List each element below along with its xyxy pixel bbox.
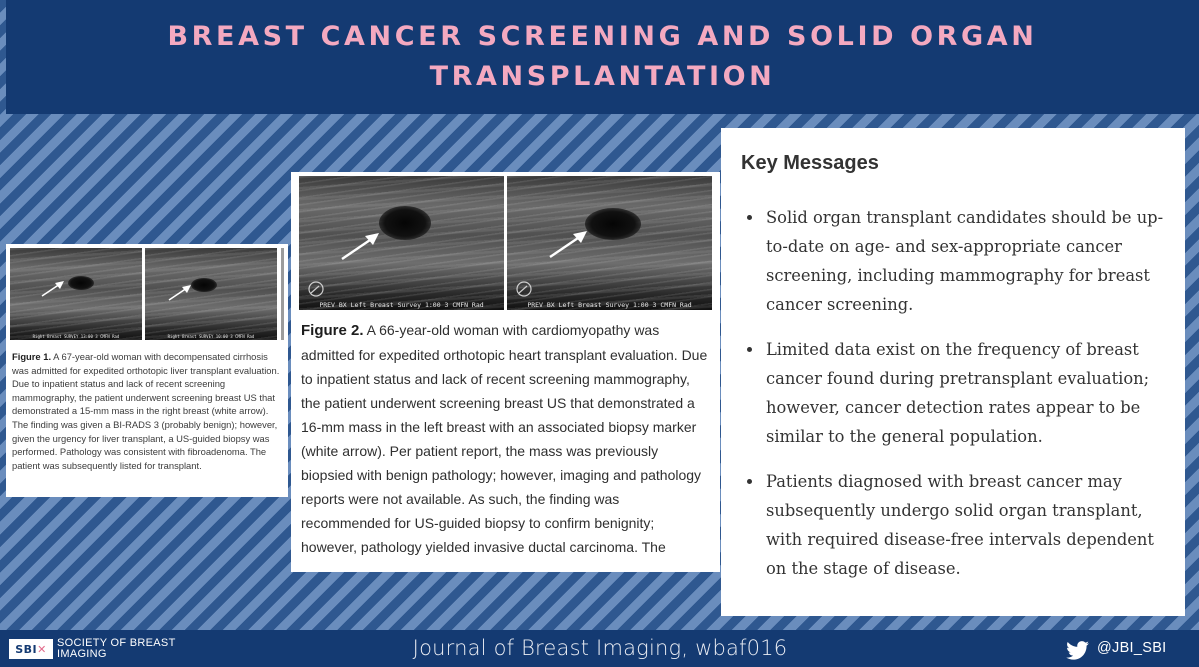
page-title: BREAST CANCER SCREENING AND SOLID ORGAN TRANSPLANTATION bbox=[167, 21, 1038, 92]
figure-1-caption bbox=[12, 350, 282, 472]
body-marker-icon bbox=[515, 280, 533, 298]
figure-2-ultrasound-right bbox=[507, 176, 712, 310]
society-name bbox=[57, 638, 176, 660]
figure-1-images bbox=[10, 248, 284, 340]
figure-2-images bbox=[299, 176, 712, 310]
figure-1-label: Figure 1. bbox=[12, 351, 52, 362]
society-line-1: SOCIETY OF BREAST bbox=[57, 637, 176, 649]
twitter-handle[interactable]: @JBI_SBI bbox=[1097, 640, 1167, 656]
white-arrow-icon bbox=[339, 230, 381, 262]
figure-1-caption-text: A 67-year-old woman with decompensated cirrhosis was admitted for expedited orthotopic liver transplant evaluation. Due to inpatient status and lack of recent screening mammography, the patient underwent screening breast US that demonstrated a 15-mm mass in the right breast (white arrow). The finding was given a BI-RADS 3 (probably benign); however, given the urgency for liver transplant, a US-guided biopsy was performed. Pathology was consistent with fibroadenoma. The patient was subsequently listed for transplant. bbox=[12, 351, 280, 471]
journal-citation: Journal of Breast Imaging, wbaf016 bbox=[412, 636, 788, 660]
key-messages-box bbox=[721, 128, 1185, 616]
figure-1-ultrasound-right bbox=[145, 248, 277, 340]
header-banner bbox=[6, 0, 1199, 114]
figure-1-image-caption-left: Right Breast SURVEY 13:00 3 CMFN Rad bbox=[32, 334, 120, 339]
figure-1-image-caption-right: Right Breast SURVEY 10:00 3 CMFN Rad bbox=[167, 334, 255, 339]
white-arrow-icon bbox=[167, 284, 193, 302]
figure-1-scrollbar[interactable] bbox=[281, 248, 284, 340]
white-arrow-icon bbox=[547, 228, 589, 260]
key-message-item: • Limited data exist on the frequency of breast cancer found during pretransplant evaluation; however, cancer detection rates appear to be similar to the general population. bbox=[764, 335, 1165, 451]
sbi-logo bbox=[9, 639, 53, 659]
figure-2-ultrasound-left bbox=[299, 176, 504, 310]
figure-2-label: Figure 2. bbox=[301, 322, 364, 339]
key-messages-list bbox=[741, 203, 1165, 583]
body-marker-icon bbox=[307, 280, 325, 298]
key-messages-heading: Key Messages bbox=[741, 152, 879, 174]
twitter-bird-icon[interactable] bbox=[1066, 641, 1090, 660]
figure-2-card bbox=[291, 172, 720, 572]
figure-2-image-caption-right: PREV BX Left Breast Survey 1:00 3 CMFN Rad bbox=[527, 301, 692, 309]
figure-2-caption bbox=[301, 318, 710, 559]
sbi-logo-text: SBI bbox=[15, 642, 38, 656]
figure-1-card bbox=[6, 244, 288, 497]
key-message-item: • Patients diagnosed with breast cancer may subsequently undergo solid organ transplant, with required disease-free intervals dependent on the stage of disease. bbox=[764, 467, 1165, 583]
white-arrow-icon bbox=[40, 280, 66, 298]
figure-1-ultrasound-left bbox=[10, 248, 142, 340]
key-message-item: • Solid organ transplant candidates should be up-to-date on age- and sex-appropriate cancer screening, including mammography for breast cancer screening. bbox=[764, 203, 1165, 319]
figure-2-caption-text: A 66-year-old woman with cardiomyopathy was admitted for expedited orthotopic heart transplant evaluation. Due to inpatient status and lack of recent screening mammography, the patient underwent screening breast US that demonstrated a 16-mm mass in the left breast with an associated biopsy marker (white arrow). Per patient report, the mass was previously biopsied with benign pathology; however, imaging and pathology reports were not available. As such, the finding was recommended for US-guided biopsy to confirm benignity; however, pathology yielded invasive ductal carcinoma. The bbox=[301, 322, 708, 555]
ribbon-icon: ✕ bbox=[37, 642, 47, 656]
footer-bar bbox=[0, 630, 1199, 667]
figure-2-image-caption-left: PREV BX Left Breast Survey 1:00 3 CMFN Rad bbox=[319, 301, 484, 309]
society-line-2: IMAGING bbox=[57, 648, 107, 660]
